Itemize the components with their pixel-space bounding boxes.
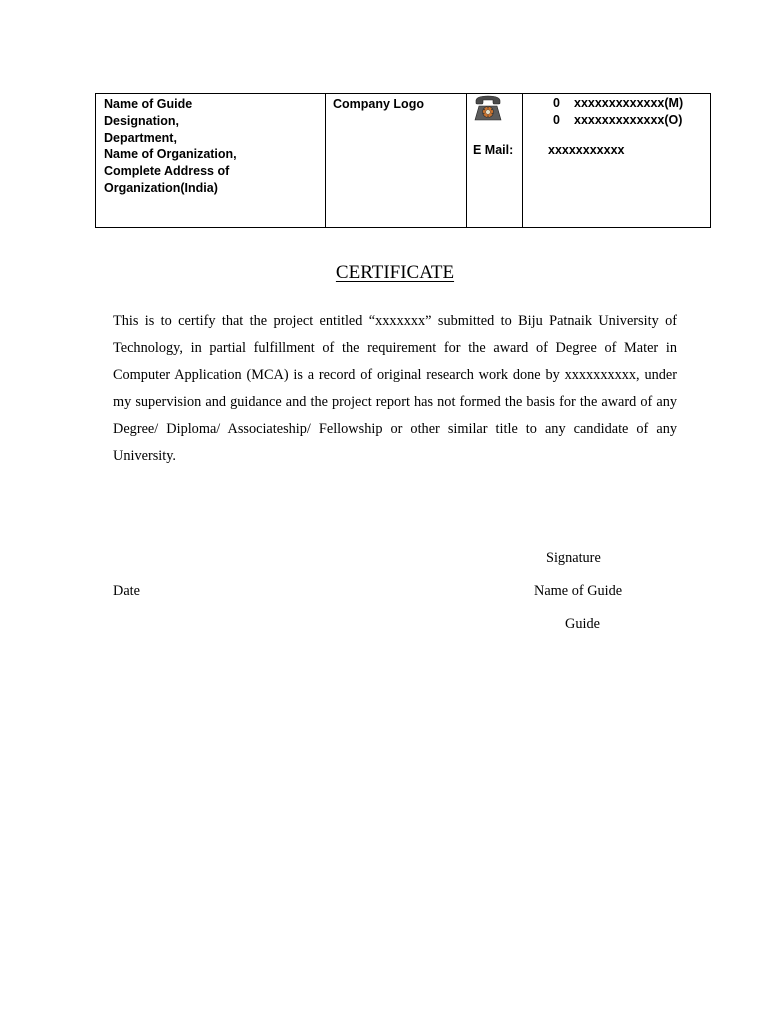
mobile-number-row [553,95,683,112]
office-bullet: 0 [553,113,560,127]
contact-icons-cell [467,94,523,227]
guide-address: Complete Address of [104,164,230,179]
company-logo-label: Company Logo [333,97,424,111]
company-logo-cell [326,94,467,227]
guide-address-country: Organization(India) [104,180,218,195]
email-value: xxxxxxxxxxx [548,143,625,157]
office-number-row [553,112,682,129]
telephone-icon [473,94,503,122]
guide-organization: Name of Organization, [104,147,237,162]
guide-designation: Designation, [104,113,180,128]
mobile-bullet: 0 [553,96,560,110]
mobile-number: xxxxxxxxxxxxx(M) [574,96,684,110]
guide-details-cell [96,94,326,227]
signature-label: Signature [546,550,601,566]
guide-name: Name of Guide [104,97,193,111]
office-number: xxxxxxxxxxxxx(O) [574,113,683,127]
certificate-body: This is to certify that the project entitled “xxxxxxx” submitted to Biju Patnaik University of Technology, in partial fulfillment of the requirement for the award of Degree of Mater in Computer Application (MCA) is a record of original research work done by xxxxxxxxxx, under my supervision and guidance and the project report has not formed the basis for the award of any Degree/ Diploma/ Associateship/ Fellowship or other similar title to any candidate of any University. [113,313,677,464]
name-of-guide-label: Name of Guide [534,583,623,599]
contact-details-cell [523,94,710,227]
guide-label: Guide [565,616,600,632]
certificate-title: CERTIFICATE [335,262,455,283]
email-label: E Mail: [473,143,514,157]
header-table [95,93,711,228]
date-label: Date [113,583,140,599]
guide-department: Department, [104,130,177,145]
